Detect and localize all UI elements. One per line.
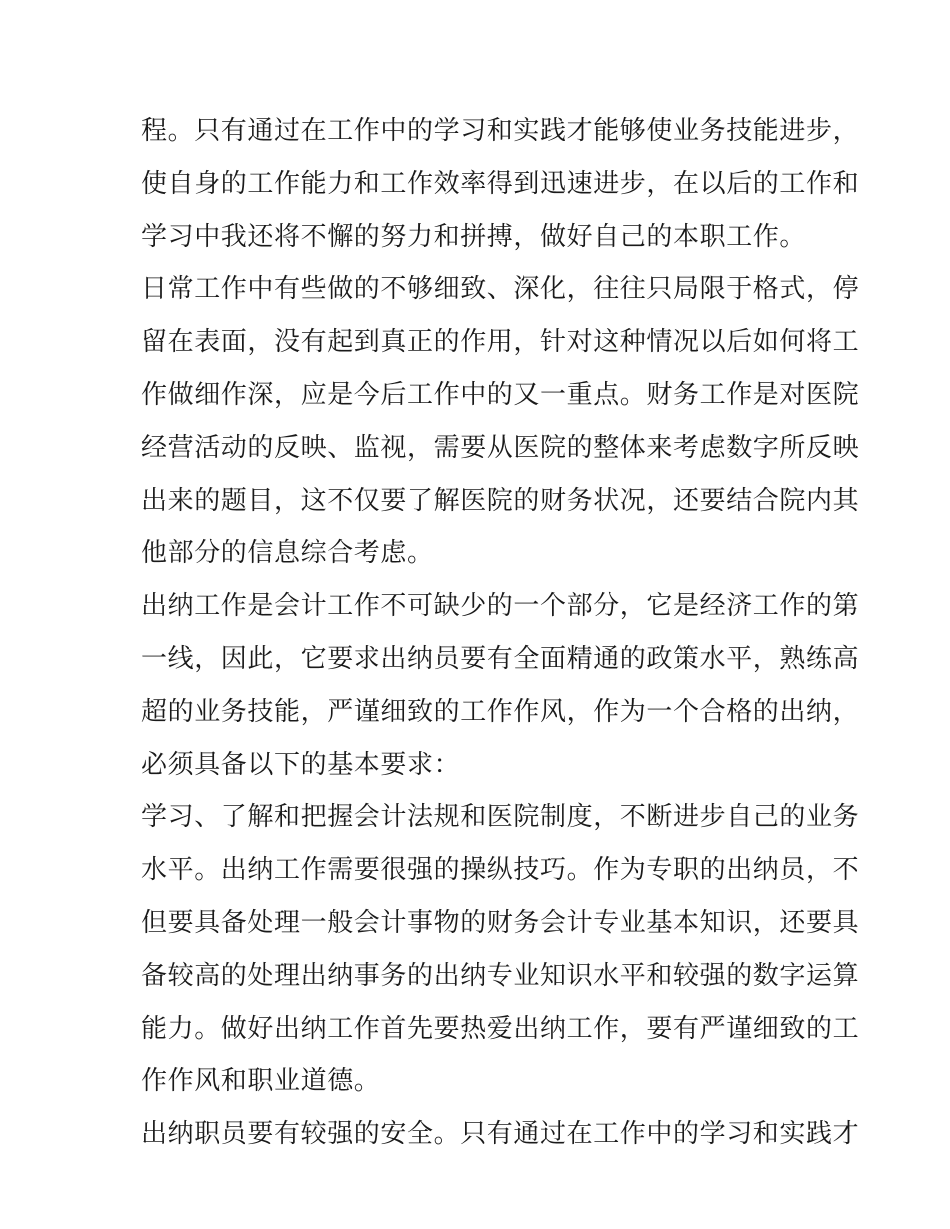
text-line-19: 作作风和职业道德。 — [141, 1066, 381, 1097]
text-line-2: 使自身的工作能力和工作效率得到迅速进步，在以后的工作和 — [141, 168, 860, 199]
text-line-12: 超的业务技能，严谨细致的工作作风，作为一个合格的出纳， — [141, 696, 860, 727]
text-line-4: 日常工作中有些做的不够细致、深化，往往只局限于格式，停 — [141, 274, 860, 305]
text-line-3: 学习中我还将不懈的努力和拼搏，做好自己的本职工作。 — [141, 221, 807, 252]
text-line-15: 水平。出纳工作需要很强的操纵技巧。作为专职的出纳员，不 — [141, 855, 860, 886]
text-line-13: 必须具备以下的基本要求： — [141, 749, 461, 780]
text-line-16: 但要具备处理一般会计事物的财务会计专业基本知识，还要具 — [141, 907, 860, 938]
text-line-14: 学习、了解和把握会计法规和医院制度，不断进步自己的业务 — [141, 802, 860, 833]
text-line-7: 经营活动的反映、监视，需要从医院的整体来考虑数字所反映 — [141, 432, 860, 463]
document-body — [141, 105, 860, 1161]
text-line-8: 出来的题目，这不仅要了解医院的财务状况，还要结合院内其 — [141, 485, 860, 516]
text-line-5: 留在表面，没有起到真正的作用，针对这种情况以后如何将工 — [141, 327, 860, 358]
text-line-11: 一线，因此，它要求出纳员要有全面精通的政策水平，熟练高 — [141, 643, 860, 674]
text-line-10: 出纳工作是会计工作不可缺少的一个部分，它是经济工作的第 — [141, 591, 860, 622]
text-line-20: 出纳职员要有较强的安全。只有通过在工作中的学习和实践才 — [141, 1119, 860, 1150]
text-line-1: 程。只有通过在工作中的学习和实践才能够使业务技能进步， — [141, 116, 860, 146]
text-line-9: 他部分的信息综合考虑。 — [141, 538, 434, 569]
text-line-17: 备较高的处理出纳事务的出纳专业知识水平和较强的数字运算 — [141, 960, 860, 991]
text-line-18: 能力。做好出纳工作首先要热爱出纳工作，要有严谨细致的工 — [141, 1013, 860, 1044]
text-line-6: 作做细作深，应是今后工作中的又一重点。财务工作是对医院 — [141, 379, 860, 410]
